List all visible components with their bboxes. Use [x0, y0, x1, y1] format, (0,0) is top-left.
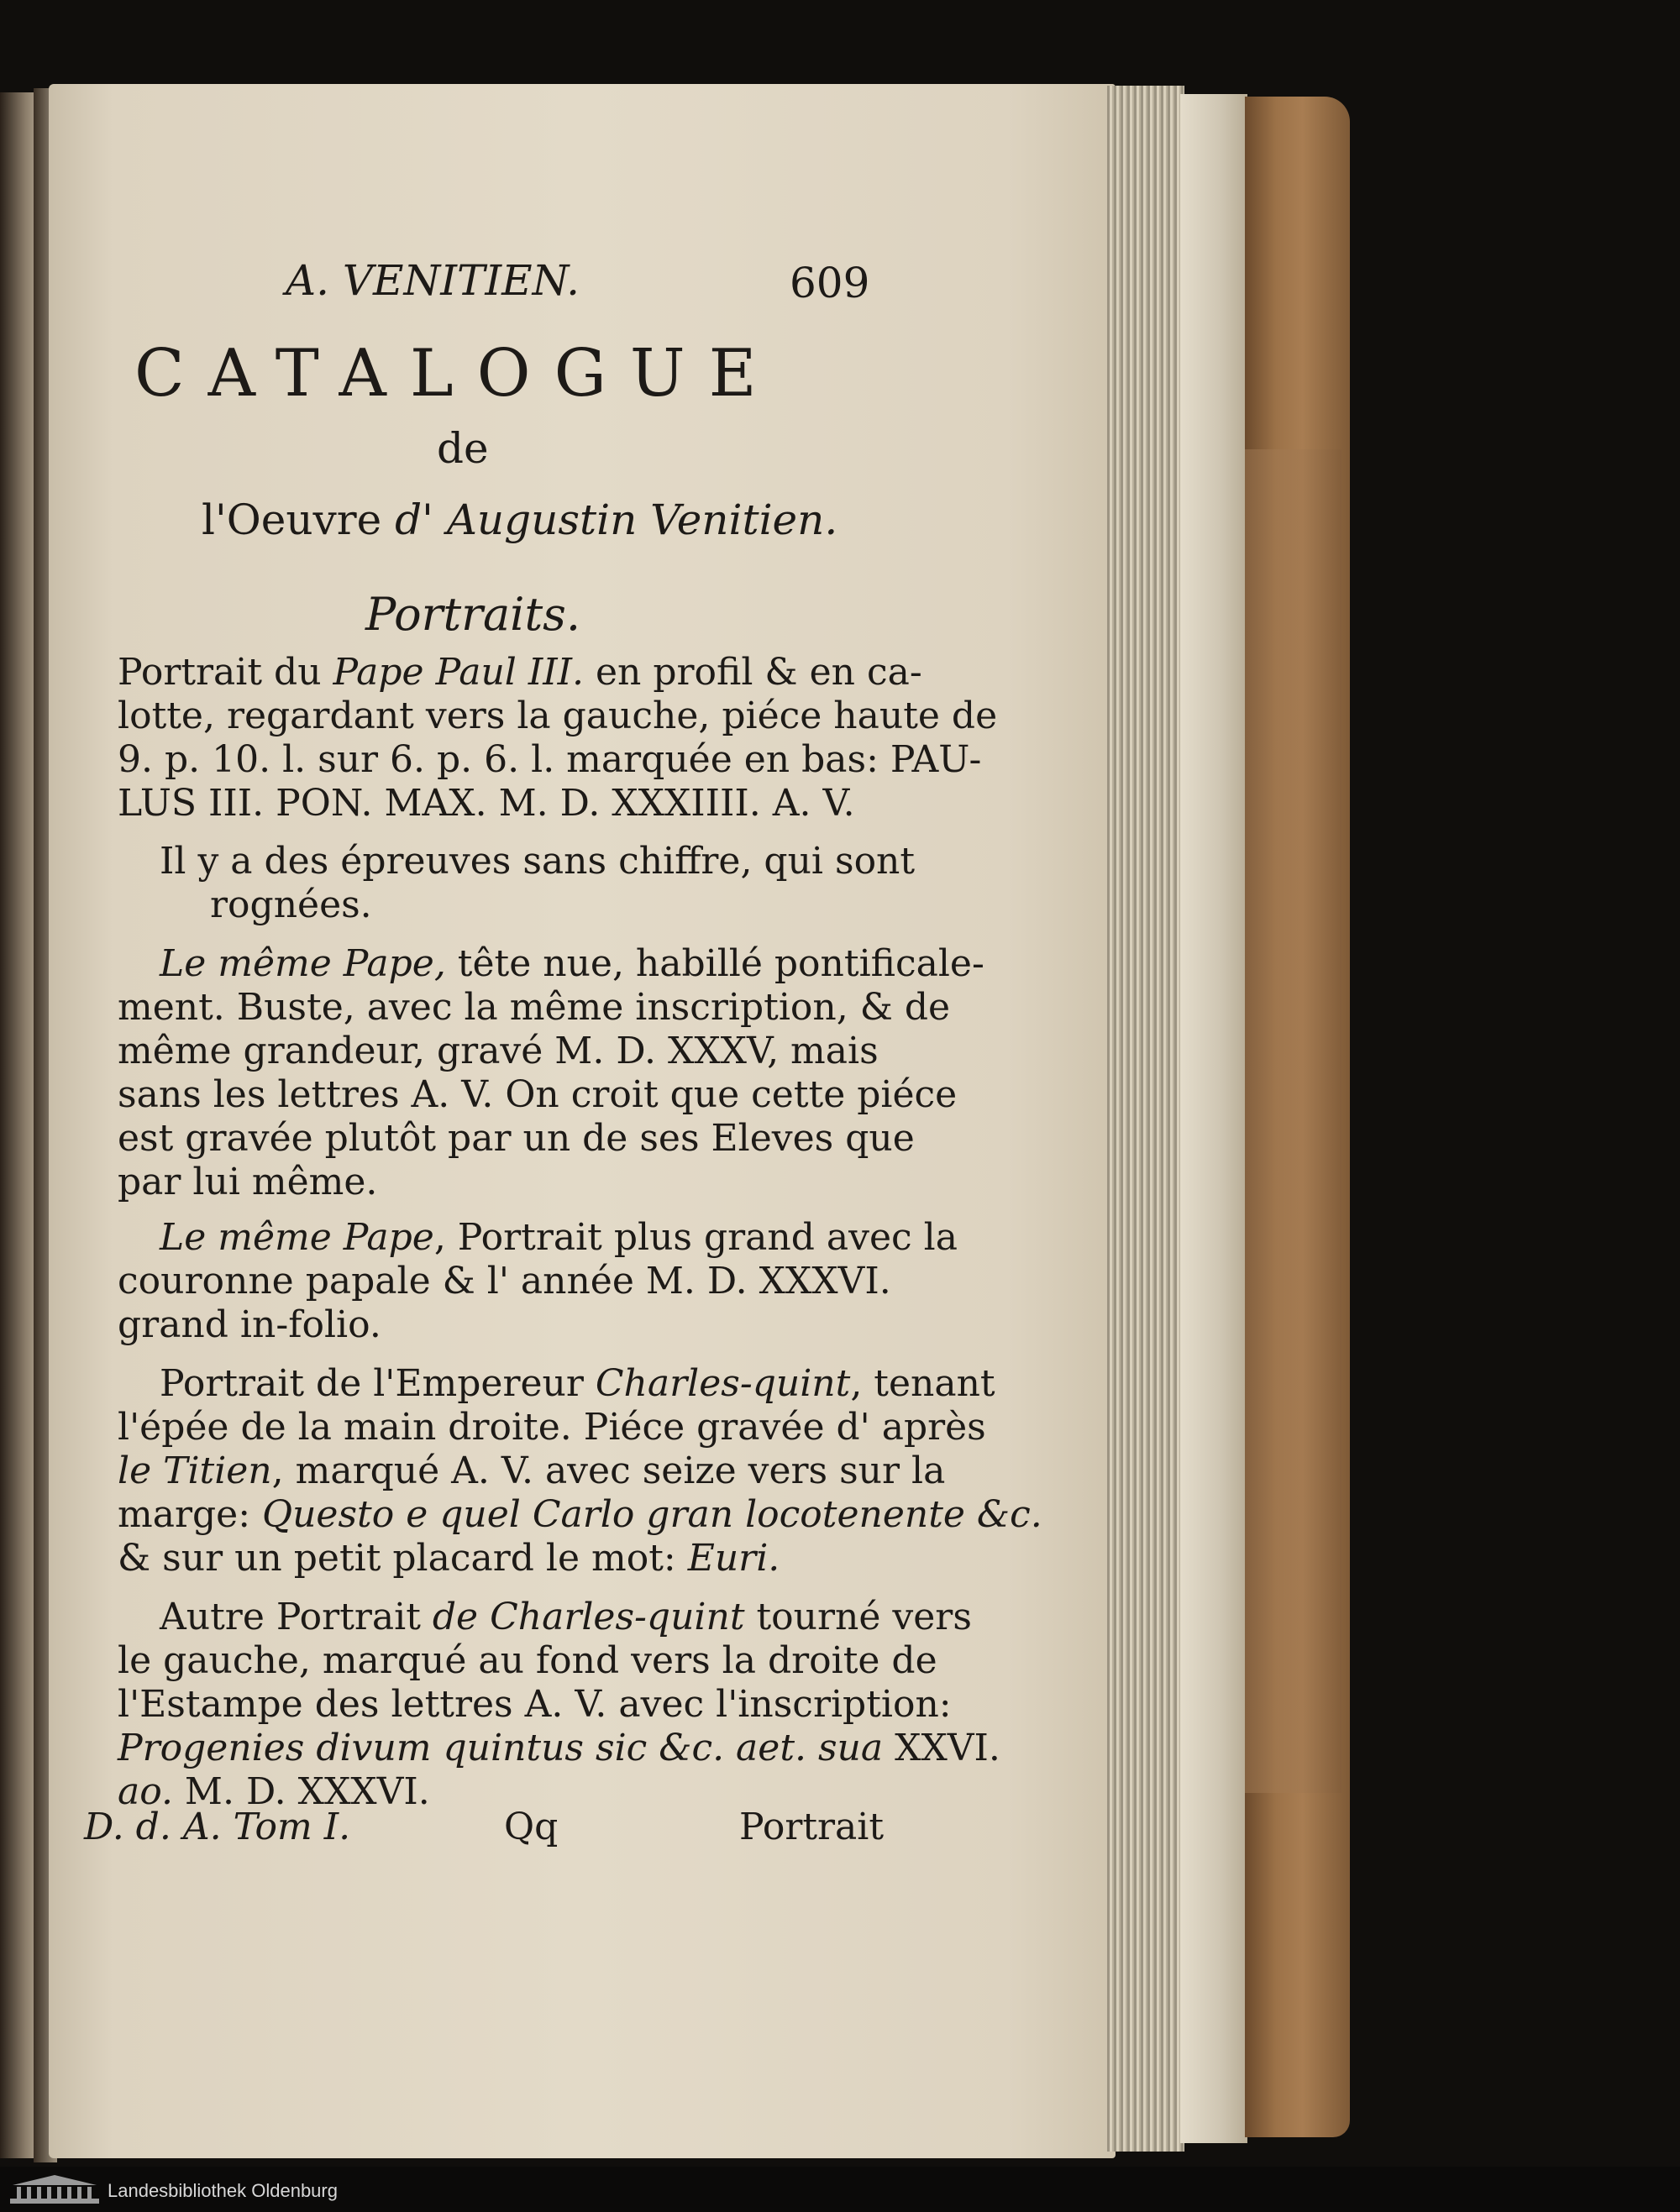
text-line: lotte, regardant vers la gauche, piéce haute de: [118, 695, 998, 737]
text-line: Autre Portrait de Charles-quint tourné vers: [160, 1596, 972, 1638]
subtitle-italic: d' Augustin Venitien.: [395, 495, 838, 544]
text-line: le gauche, marqué au fond vers la droite de: [118, 1639, 937, 1682]
text-line: Le même Pape, Portrait plus grand avec la: [160, 1216, 958, 1259]
text-line: Progenies divum quintus sic &c. aet. sua XXVI.: [118, 1727, 1000, 1769]
text-line: Le même Pape, tête nue, habillé pontificale-: [160, 942, 984, 985]
text-line: sans les lettres A. V. On croit que cette piéce: [118, 1073, 958, 1116]
text-line: Portrait de l'Empereur Charles-quint, tenant: [160, 1362, 995, 1405]
subtitle: [202, 495, 837, 544]
library-name: Landesbibliothek Oldenburg: [108, 2180, 338, 2201]
text-line: couronne papale & l' année M. D. XXXVI.: [118, 1260, 891, 1303]
gathering-mark: Qq: [504, 1806, 559, 1848]
text-line: Il y a des épreuves sans chiffre, qui sont: [160, 840, 916, 883]
text-line: est gravée plutôt par un de ses Eleves que: [118, 1117, 915, 1160]
text-line: grand in-folio.: [118, 1303, 381, 1346]
flyleaves: [1180, 94, 1247, 2143]
signature-mark: D. d. A. Tom I.: [84, 1806, 351, 1848]
text-line: rognées.: [210, 883, 372, 926]
binding-board: [1245, 97, 1350, 2137]
subtitle-roman: l'Oeuvre: [202, 495, 382, 544]
text-line: Portrait du Pape Paul III. en profil & en ca-: [118, 651, 922, 694]
text-line: & sur un petit placard le mot: Euri.: [118, 1537, 780, 1580]
catalogue-title: CATALOGUE: [134, 336, 780, 411]
text-line: ao. M. D. XXXVI.: [118, 1770, 430, 1813]
catchword: Portrait: [739, 1806, 885, 1848]
text-line: par lui même.: [118, 1161, 378, 1203]
title-de: de: [437, 424, 489, 473]
text-line: 9. p. 10. l. sur 6. p. 6. l. marquée en bas: PAU-: [118, 738, 982, 781]
section-heading: Portraits.: [365, 588, 581, 641]
page-number: 609: [790, 259, 870, 307]
text-line: ment. Buste, avec la même inscription, & de: [118, 986, 951, 1029]
text-line: l'épée de la main droite. Piéce gravée d' après: [118, 1406, 986, 1449]
page-edges: [1107, 86, 1184, 2152]
text-line: même grandeur, gravé M. D. XXXV, mais: [118, 1030, 879, 1072]
running-title: A. VENITIEN.: [286, 256, 580, 305]
library-logo-icon: [8, 2173, 101, 2207]
text-line: l'Estampe des lettres A. V. avec l'inscription:: [118, 1683, 952, 1726]
text-line: le Titien, marqué A. V. avec seize vers sur la: [118, 1449, 946, 1492]
text-line: LUS III. PON. MAX. M. D. XXXIIII. A. V.: [118, 782, 855, 825]
text-line: marge: Questo e quel Carlo gran locotenente &c.: [118, 1493, 1042, 1536]
